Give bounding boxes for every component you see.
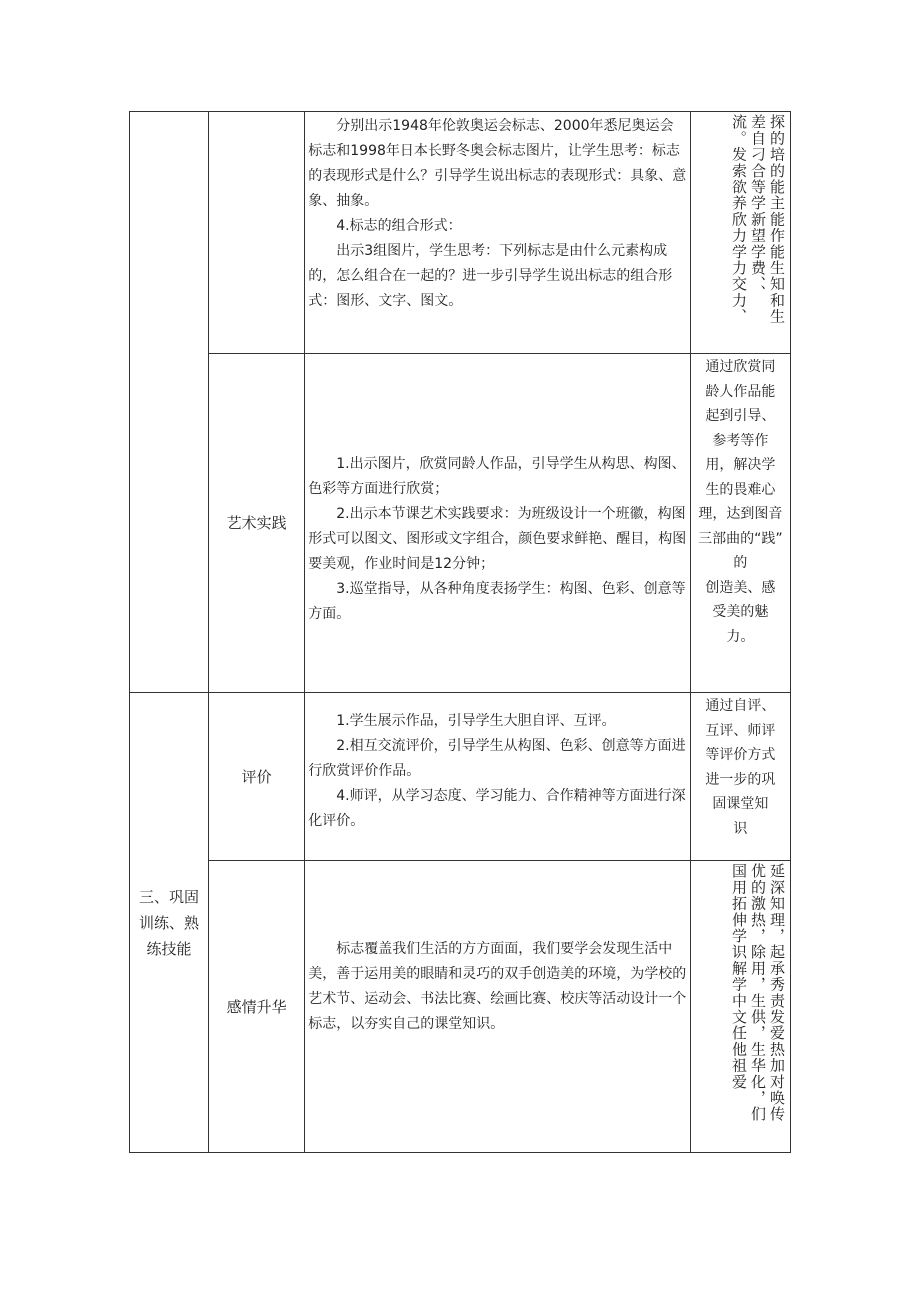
design-intent-column: 延深知理，起承秀责发爱热加对唤传 [768, 863, 786, 1123]
sub-stage-label: 感情升华 [209, 861, 305, 1153]
design-intent-column: 差自刁合等学新望学费、、 [749, 114, 767, 301]
table-row [130, 693, 791, 861]
design-intent-column: 探的培的能主能作能生知和生 [768, 114, 786, 325]
content-paragraph: 出示3组图片，学生思考：下列标志是由什么元素构成的，怎么组合在一起的？进一步引导学生说出标志的组合形式：图形、文字、图文。 [308, 243, 673, 309]
content-paragraph: 分别出示1948年伦敦奥运会标志、2000年悉尼奥运会标志和1998年日本长野冬奥会标志图片，让学生思考：标志的表现形式是什么？引导学生说出标志的表现形式：具象、意象、抽象。 [308, 118, 687, 209]
design-intent-line: 起到引导、 [705, 408, 776, 424]
design-intent-cell [690, 112, 790, 354]
content-cell [305, 861, 691, 1153]
table-row [130, 112, 791, 354]
design-intent-cell [690, 861, 790, 1153]
design-intent-column: 国用拓伸学识解学中文任他祖爱 [730, 863, 748, 1090]
design-intent-cell [690, 693, 790, 861]
stage-cell-empty [130, 112, 209, 693]
design-intent-line: 用，解决学 [705, 457, 776, 473]
design-intent-line: 通过自评、 [705, 698, 776, 714]
content-paragraph: 1.出示图片，欣赏同龄人作品，引导学生从构思、构图、色彩等方面进行欣赏； [308, 456, 686, 497]
sub-stage-label: 艺术实践 [209, 354, 305, 693]
content-paragraph: 4.师评，从学习态度、学习能力、合作精神等方面进行深化评价。 [308, 788, 686, 829]
design-intent-line: 识 [733, 820, 748, 837]
design-intent-line: 理，达到图音 [698, 506, 783, 522]
content-paragraph: 3.巡堂指导，从各种角度表扬学生：构图、色彩、创意等方面。 [308, 581, 686, 622]
lesson-plan-table [129, 111, 791, 1153]
design-intent-line: 生的畏难心 [705, 481, 776, 498]
design-intent-line: 等评价方式 [705, 747, 776, 763]
design-intent-line: 力。 [726, 628, 755, 645]
design-intent-line: 互评、师评 [705, 722, 776, 739]
content-cell [305, 354, 691, 693]
content-cell [305, 112, 691, 354]
stage-label: 三、巩固训练、熟练技能 [130, 693, 209, 1153]
design-intent-column: 流。发索欲养欣力学力交力、 [730, 114, 748, 325]
content-paragraph: 1.学生展示作品，引导学生大胆自评、互评。 [336, 713, 616, 729]
design-intent-line: 龄人作品能 [705, 383, 776, 400]
content-paragraph: 2.相互交流评价，引导学生从构图、色彩、创意等方面进行欣赏评价作品。 [308, 738, 686, 779]
design-intent-line: 固课堂知 [712, 796, 769, 812]
design-intent-cell [690, 354, 790, 693]
design-intent-column: 优的激热，除用，生供，生华化，们 [749, 863, 767, 1123]
sub-stage-cell-empty [209, 112, 305, 354]
sub-stage-label: 评价 [209, 693, 305, 861]
content-cell [305, 693, 691, 861]
content-paragraph: 标志覆盖我们生活的方方面面，我们要学会发现生活中美，善于运用美的眼睛和灵巧的双手创造美的环境，为学校的艺术节、运动会、书法比赛、绘画比赛、校庆等活动设计一个标志，以夯实自己的课堂知识。 [308, 941, 687, 1032]
design-intent-line: 通过欣赏同 [705, 359, 776, 375]
design-intent-line: 进一步的巩 [705, 771, 776, 788]
design-intent-line: 受美的魅 [712, 604, 769, 620]
design-intent-line: 参考等作 [712, 432, 769, 449]
design-intent-line: 创造美、感 [705, 579, 776, 596]
design-intent-line: 三部曲的“践” [698, 530, 783, 547]
design-intent-line: 的 [733, 555, 748, 571]
content-paragraph: 4.标志的组合形式： [336, 218, 462, 234]
content-paragraph: 2.出示本节课艺术实践要求：为班级设计一个班徽，构图形式可以图文、图形或文字组合，颜色要求鲜艳、醒目，构图要美观，作业时间是12分钟； [308, 506, 687, 572]
table-row [130, 861, 791, 1153]
table-row [130, 354, 791, 693]
